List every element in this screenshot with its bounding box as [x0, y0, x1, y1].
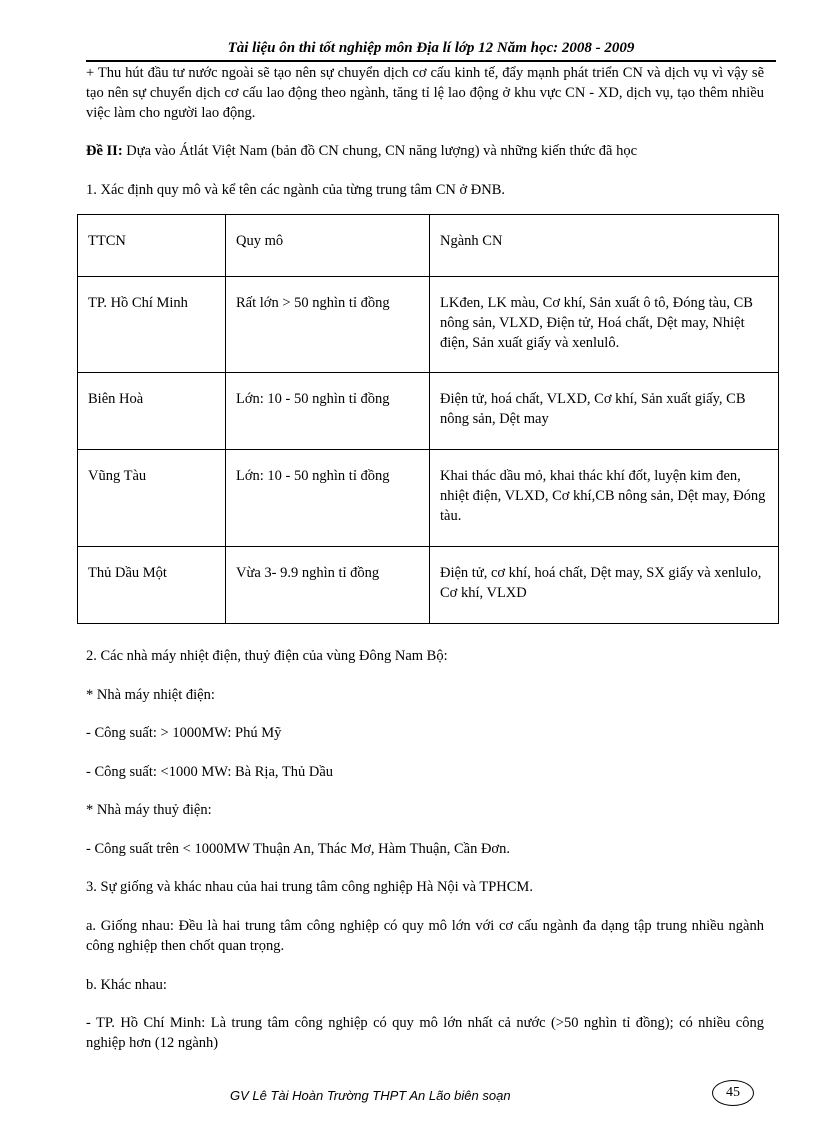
- intro-paragraph: + Thu hút đầu tư nước ngoài sẽ tạo nên sự chuyển dịch cơ cấu kinh tế, đẩy mạnh phát triển CN và dịch vụ vì vậy sẽ tạo nên sự chuyển dịch cơ cấu lao động theo ngành, tăng tỉ lệ lao động ở khu vực CN - XD, dịch vụ, tạo thêm nhiều việc làm cho người lao động.: [86, 65, 764, 121]
- table-row: [78, 450, 779, 547]
- table-row: [78, 373, 779, 450]
- question-3-similarities: a. Giống nhau: Đều là hai trung tâm công nghiệp có quy mô lớn với cơ cấu ngành đa dạng tập trung nhiều ngành công nghiệp then chốt quan trọng.: [86, 918, 764, 954]
- hydro-plants-heading: * Nhà máy thuỷ điện:: [86, 802, 212, 818]
- table-row: [78, 277, 779, 373]
- header-divider: [86, 60, 776, 62]
- question-2-title: 2. Các nhà máy nhiệt điện, thuỷ điện của vùng Đông Nam Bộ:: [86, 648, 448, 664]
- page-header-title: Tài liệu ôn thi tốt nghiệp môn Địa lí lớp 12 Năm học: 2008 - 2009: [227, 40, 635, 56]
- thermal-plants-line-2: - Công suất: <1000 MW: Bà Rịa, Thủ Dầu: [86, 764, 334, 780]
- thermal-plants-line-1: - Công suất: > 1000MW: Phú Mỹ: [86, 725, 282, 741]
- table-cell-scale: Lớn: 10 - 50 nghìn tỉ đồng: [226, 450, 430, 547]
- footer-author: GV Lê Tài Hoàn Trường THPT An Lão biên soạn: [230, 1088, 511, 1103]
- thermal-plants-heading: * Nhà máy nhiệt điện:: [86, 687, 215, 703]
- section-2-text: Dựa vào Átlát Việt Nam (bản đồ CN chung, CN năng lượng) và những kiến thức đã học: [122, 143, 638, 159]
- table-cell-center: Vũng Tàu: [78, 450, 226, 547]
- hydro-plants-line-1: - Công suất trên < 1000MW Thuận An, Thác Mơ, Hàm Thuận, Cần Đơn.: [86, 841, 510, 857]
- industrial-centers-table: [77, 214, 779, 624]
- table-header-cell: TTCN: [78, 215, 226, 277]
- table-header-cell: Quy mô: [226, 215, 430, 277]
- table-header-cell: Ngành CN: [430, 215, 779, 277]
- question-3-hcm-difference: - TP. Hồ Chí Minh: Là trung tâm công nghiệp có quy mô lớn nhất cả nước (>50 nghìn tỉ đồng); có nhiều công nghiệp hơn (12 ngành): [86, 1015, 764, 1051]
- page-number-badge: 45: [712, 1080, 754, 1106]
- table-cell-scale: Lớn: 10 - 50 nghìn tỉ đồng: [226, 373, 430, 450]
- table-cell-center: Thủ Dầu Một: [78, 547, 226, 624]
- table-cell-industries: Điện tử, cơ khí, hoá chất, Dệt may, SX giấy và xenlulo, Cơ khí, VLXD: [430, 547, 779, 624]
- section-2-paragraph: [86, 141, 764, 161]
- question-3-title: 3. Sự giống và khác nhau của hai trung tâm công nghiệp Hà Nội và TPHCM.: [86, 879, 533, 895]
- table-cell-center: Biên Hoà: [78, 373, 226, 450]
- table-cell-industries: Điện tử, hoá chất, VLXD, Cơ khí, Sản xuất giấy, CB nông sản, Dệt may: [430, 373, 779, 450]
- table-cell-industries: Khai thác dầu mỏ, khai thác khí đốt, luyện kim đen, nhiệt điện, VLXD, Cơ khí,CB nông sản, Dệt may, Đóng tàu.: [430, 450, 779, 547]
- table-cell-center: TP. Hồ Chí Minh: [78, 277, 226, 373]
- question-1: 1. Xác định quy mô và kể tên các ngành của từng trung tâm CN ở ĐNB.: [86, 182, 506, 198]
- table-cell-industries: LKđen, LK màu, Cơ khí, Sản xuất ô tô, Đóng tàu, CB nông sản, VLXD, Điện tử, Hoá chất, Dệt may, Nhiệt điện, Sản xuất giấy và xenlulô.: [430, 277, 779, 373]
- table-cell-scale: Vừa 3- 9.9 nghìn tỉ đồng: [226, 547, 430, 624]
- table-row: [78, 547, 779, 624]
- question-3-differences-title: b. Khác nhau:: [86, 977, 167, 993]
- table-header-row: [78, 215, 779, 277]
- table-cell-scale: Rất lớn > 50 nghìn tỉ đồng: [226, 277, 430, 373]
- section-2-label: Đề II:: [86, 143, 123, 159]
